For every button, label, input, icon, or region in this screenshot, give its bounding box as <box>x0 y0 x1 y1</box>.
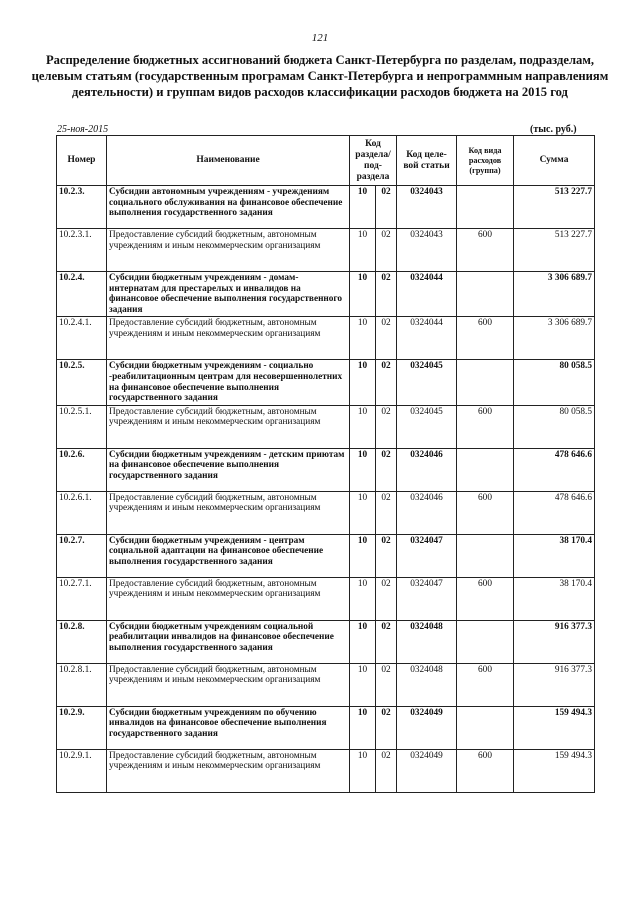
cell-name: Субсидии бюджетным учреждениям - центрам социальной адаптации на финансовое обеспечение выполнения государственного задания <box>107 534 350 577</box>
cell-name: Предоставление субсидий бюджетным, автономным учреждениям и иным некоммерческим организациям <box>107 405 350 448</box>
cell-section: 10 <box>350 491 376 534</box>
header-section: Код раздела/ под-раздела <box>350 136 397 186</box>
cell-article: 0324047 <box>397 577 457 620</box>
cell-expense-type: 600 <box>457 491 514 534</box>
cell-subsection: 02 <box>376 360 397 405</box>
cell-subsection: 02 <box>376 272 397 317</box>
cell-amount: 159 494.3 <box>514 706 595 749</box>
cell-article: 0324046 <box>397 491 457 534</box>
cell-subsection: 02 <box>376 317 397 360</box>
cell-amount: 80 058.5 <box>514 405 595 448</box>
cell-amount: 38 170.4 <box>514 534 595 577</box>
cell-article: 0324048 <box>397 620 457 663</box>
cell-subsection: 02 <box>376 534 397 577</box>
cell-section: 10 <box>350 317 376 360</box>
table-row <box>57 229 595 272</box>
units-label: (тыс. руб.) <box>530 124 577 135</box>
document-title: Распределение бюджетных ассигнований бюджета Санкт-Петербурга по разделам, подразделам, целевым статьям (государственным програмам Санкт-Петербурга и непрограммным направлениям деятельности) и группам видов расходов классификации расходов бюджета на 2015 год <box>31 53 609 99</box>
table-body <box>57 186 595 793</box>
cell-name: Субсидии бюджетным учреждениям - домам-интернатам для престарелых и инвалидов на финансовое обеспечение выполнения государственного задания <box>107 272 350 317</box>
cell-section: 10 <box>350 534 376 577</box>
cell-number: 10.2.7. <box>57 534 107 577</box>
cell-amount: 80 058.5 <box>514 360 595 405</box>
cell-number: 10.2.9. <box>57 706 107 749</box>
cell-section: 10 <box>350 229 376 272</box>
table-row <box>57 620 595 663</box>
cell-section: 10 <box>350 360 376 405</box>
cell-article: 0324044 <box>397 317 457 360</box>
cell-name: Субсидии автономным учреждениям - учреждениям социального обслуживания на финансовое обеспечение выполнения государственного задания <box>107 186 350 229</box>
table-row <box>57 360 595 405</box>
cell-subsection: 02 <box>376 186 397 229</box>
table-row <box>57 663 595 706</box>
cell-expense-type <box>457 448 514 491</box>
header-article: Код целе-вой статьи <box>397 136 457 186</box>
table-row <box>57 577 595 620</box>
table-header-row <box>57 136 595 186</box>
cell-section: 10 <box>350 663 376 706</box>
cell-article: 0324049 <box>397 749 457 792</box>
cell-expense-type: 600 <box>457 749 514 792</box>
cell-expense-type <box>457 186 514 229</box>
cell-article: 0324046 <box>397 448 457 491</box>
cell-expense-type <box>457 620 514 663</box>
cell-subsection: 02 <box>376 706 397 749</box>
cell-number: 10.2.5.1. <box>57 405 107 448</box>
cell-amount: 478 646.6 <box>514 448 595 491</box>
cell-number: 10.2.7.1. <box>57 577 107 620</box>
header-number: Номер <box>57 136 107 186</box>
table-row <box>57 749 595 792</box>
header-amount: Сумма <box>514 136 595 186</box>
cell-number: 10.2.8. <box>57 620 107 663</box>
cell-name: Предоставление субсидий бюджетным, автономным учреждениям и иным некоммерческим организациям <box>107 229 350 272</box>
page-number: 121 <box>311 32 329 44</box>
cell-number: 10.2.5. <box>57 360 107 405</box>
cell-amount: 3 306 689.7 <box>514 272 595 317</box>
cell-article: 0324044 <box>397 272 457 317</box>
cell-article: 0324048 <box>397 663 457 706</box>
cell-amount: 478 646.6 <box>514 491 595 534</box>
cell-name: Предоставление субсидий бюджетным, автономным учреждениям и иным некоммерческим организациям <box>107 577 350 620</box>
cell-amount: 916 377.3 <box>514 663 595 706</box>
cell-expense-type: 600 <box>457 317 514 360</box>
cell-subsection: 02 <box>376 577 397 620</box>
cell-expense-type: 600 <box>457 405 514 448</box>
cell-name: Субсидии бюджетным учреждениям - детским приютам на финансовое обеспечение выполнения государственного задания <box>107 448 350 491</box>
cell-name: Предоставление субсидий бюджетным, автономным учреждениям и иным некоммерческим организациям <box>107 749 350 792</box>
cell-section: 10 <box>350 706 376 749</box>
cell-subsection: 02 <box>376 448 397 491</box>
cell-amount: 38 170.4 <box>514 577 595 620</box>
cell-subsection: 02 <box>376 405 397 448</box>
cell-subsection: 02 <box>376 749 397 792</box>
cell-number: 10.2.3.1. <box>57 229 107 272</box>
cell-name: Субсидии бюджетным учреждениям - социально -реабилитационным центрам для несовершеннолетних на финансовое обеспечение выполнения государственного задания <box>107 360 350 405</box>
cell-expense-type <box>457 360 514 405</box>
budget-table <box>56 135 595 793</box>
cell-expense-type <box>457 534 514 577</box>
date-stamp: 25-ноя-2015 <box>57 124 109 135</box>
table-row <box>57 534 595 577</box>
cell-section: 10 <box>350 577 376 620</box>
cell-name: Предоставление субсидий бюджетным, автономным учреждениям и иным некоммерческим организациям <box>107 663 350 706</box>
cell-article: 0324045 <box>397 360 457 405</box>
table-row <box>57 272 595 317</box>
table-row <box>57 317 595 360</box>
cell-subsection: 02 <box>376 229 397 272</box>
cell-number: 10.2.6.1. <box>57 491 107 534</box>
cell-amount: 513 227.7 <box>514 229 595 272</box>
table-row <box>57 706 595 749</box>
cell-section: 10 <box>350 448 376 491</box>
cell-article: 0324047 <box>397 534 457 577</box>
cell-section: 10 <box>350 272 376 317</box>
cell-expense-type: 600 <box>457 577 514 620</box>
cell-name: Предоставление субсидий бюджетным, автономным учреждениям и иным некоммерческим организациям <box>107 317 350 360</box>
cell-article: 0324049 <box>397 706 457 749</box>
cell-subsection: 02 <box>376 663 397 706</box>
cell-name: Субсидии бюджетным учреждениям социальной реабилитации инвалидов на финансовое обеспечение выполнения государственного задания <box>107 620 350 663</box>
cell-name: Субсидии бюджетным учреждениям по обучению инвалидов на финансовое обеспечение выполнения государственного задания <box>107 706 350 749</box>
cell-number: 10.2.8.1. <box>57 663 107 706</box>
cell-amount: 916 377.3 <box>514 620 595 663</box>
cell-amount: 159 494.3 <box>514 749 595 792</box>
header-name: Наименование <box>107 136 350 186</box>
cell-section: 10 <box>350 186 376 229</box>
cell-section: 10 <box>350 620 376 663</box>
cell-article: 0324043 <box>397 186 457 229</box>
cell-number: 10.2.4. <box>57 272 107 317</box>
cell-article: 0324043 <box>397 229 457 272</box>
cell-number: 10.2.4.1. <box>57 317 107 360</box>
cell-amount: 3 306 689.7 <box>514 317 595 360</box>
cell-number: 10.2.9.1. <box>57 749 107 792</box>
cell-subsection: 02 <box>376 620 397 663</box>
table-row <box>57 405 595 448</box>
cell-amount: 513 227.7 <box>514 186 595 229</box>
cell-name: Предоставление субсидий бюджетным, автономным учреждениям и иным некоммерческим организациям <box>107 491 350 534</box>
cell-expense-type <box>457 706 514 749</box>
cell-number: 10.2.3. <box>57 186 107 229</box>
table-row <box>57 186 595 229</box>
cell-section: 10 <box>350 749 376 792</box>
cell-expense-type <box>457 272 514 317</box>
cell-number: 10.2.6. <box>57 448 107 491</box>
cell-subsection: 02 <box>376 491 397 534</box>
cell-expense-type: 600 <box>457 229 514 272</box>
cell-section: 10 <box>350 405 376 448</box>
table-row <box>57 448 595 491</box>
cell-article: 0324045 <box>397 405 457 448</box>
header-expense-type: Код вида расходов (группа) <box>457 136 514 186</box>
table-row <box>57 491 595 534</box>
cell-expense-type: 600 <box>457 663 514 706</box>
